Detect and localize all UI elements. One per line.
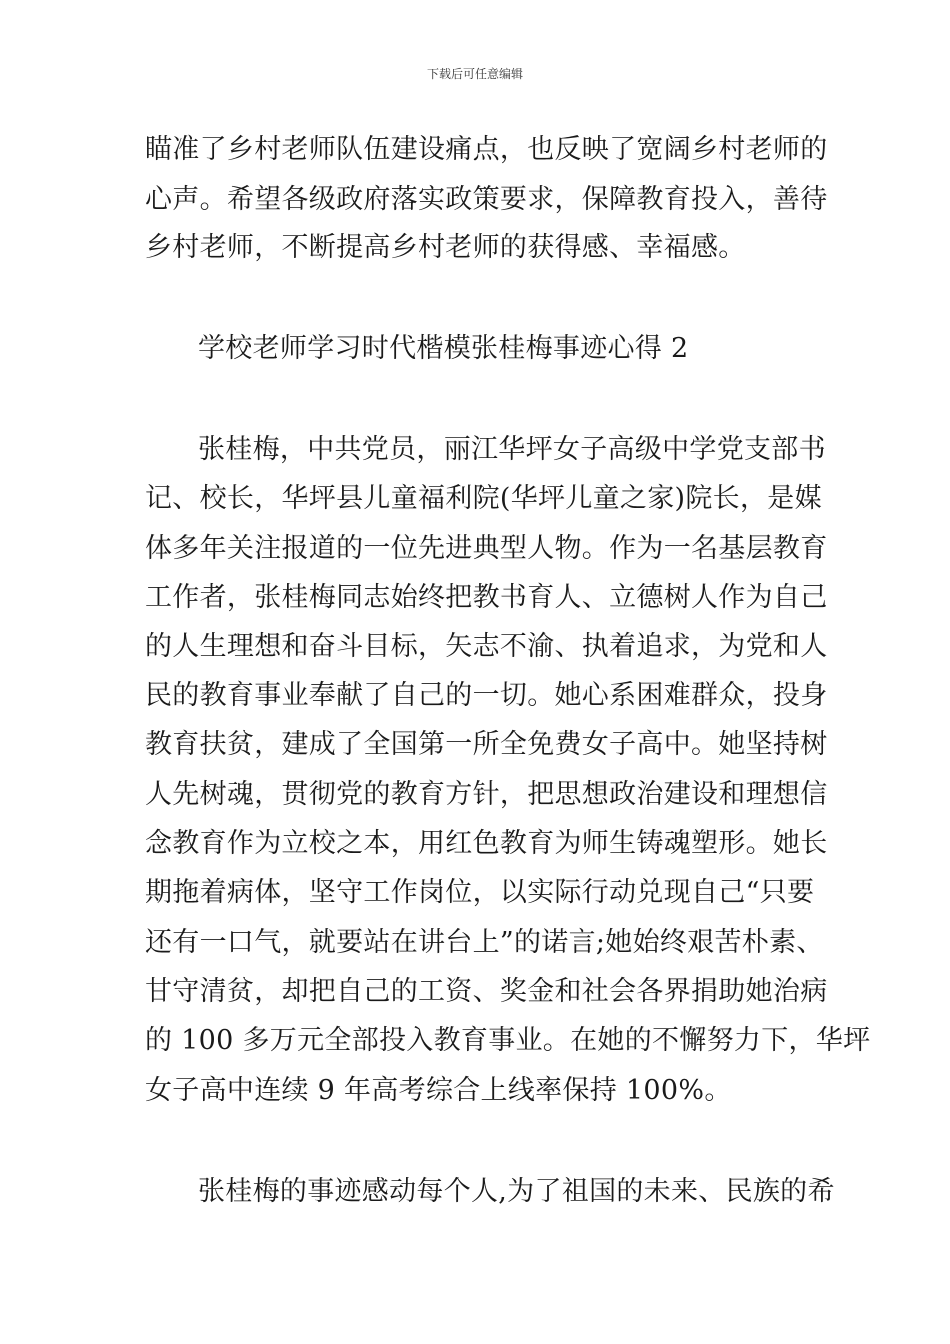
paragraph-2-line-2: 记、校长，华坪县儿童福利院(华坪儿童之家)院长，是媒 [145,483,822,514]
paragraph-2-line-5: 的人生理想和奋斗目标，矢志不渝、执着追求，为党和人 [145,631,828,662]
paragraph-2-line-9: 念教育作为立校之本，用红色教育为师生铸魂塑形。她长 [145,828,828,859]
paragraph-2-line-4: 工作者，张桂梅同志始终把教书育人、立德树人作为自己 [145,582,828,613]
paragraph-2-line-3: 体多年关注报道的一位先进典型人物。作为一名基层教育 [145,533,828,564]
paragraph-1-line-3: 乡村老师，不断提高乡村老师的获得感、幸福感。 [145,232,746,263]
paragraph-2-line-13: 的 100 多万元全部投入教育事业。在她的不懈努力下，华坪 [145,1025,871,1056]
paragraph-2-line-12: 甘守清贫，却把自己的工资、奖金和社会各界捐助她治病 [145,976,828,1007]
paragraph-2-line-7: 教育扶贫，建成了全国第一所全免费女子高中。她坚持树 [145,729,828,760]
paragraph-1-line-2: 心声。希望各级政府落实政策要求，保障教育投入，善待 [145,184,828,215]
paragraph-2-line-10: 期拖着病体，坚守工作岗位，以实际行动兑现自己“只要 [145,877,815,908]
paragraph-2-line-11: 还有一口气，就要站在讲台上”的诺言;她始终艰苦朴素、 [145,927,824,958]
section-title: 学校老师学习时代楷模张桂梅事迹心得 2 [198,333,689,364]
paragraph-2-line-14: 女子高中连续 9 年高考综合上线率保持 100%。 [145,1075,732,1106]
paragraph-2-line-6: 民的教育事业奉献了自己的一切。她心系困难群众，投身 [145,680,828,711]
paragraph-1-line-1: 瞄准了乡村老师队伍建设痛点，也反映了宽阔乡村老师的 [145,134,828,165]
paragraph-2-line-8: 人先树魂，贯彻党的教育方针，把思想政治建设和理想信 [145,779,828,810]
page-header: 下载后可任意编辑 [426,67,523,81]
paragraph-2-line-1: 张桂梅，中共党员，丽江华坪女子高级中学党支部书 [198,434,826,465]
paragraph-3-line-1: 张桂梅的事迹感动每个人,为了祖国的未来、民族的希 [198,1176,835,1207]
